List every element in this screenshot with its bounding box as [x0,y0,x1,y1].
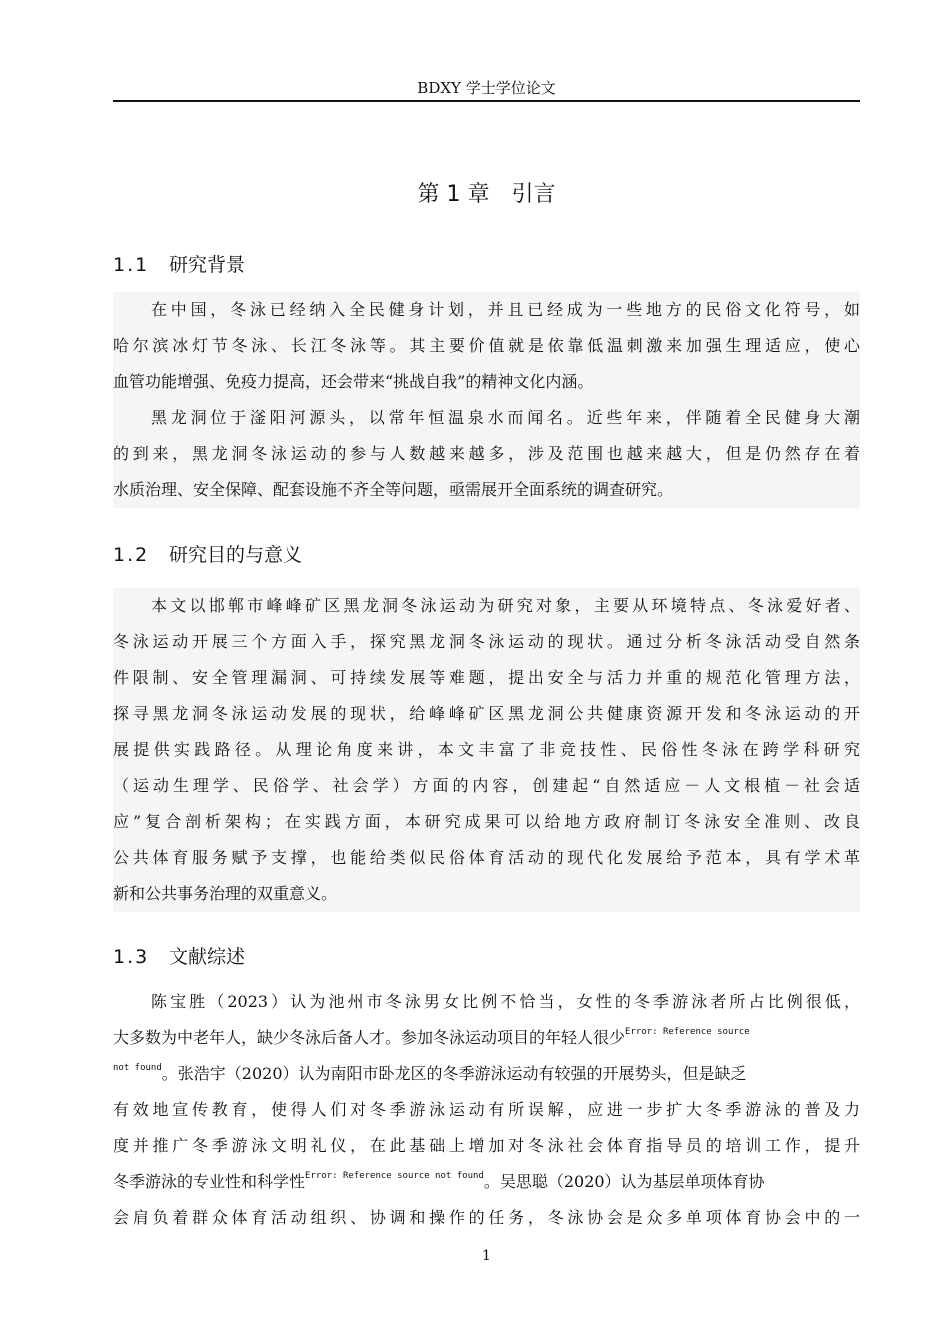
text-line: 冬泳运动开展三个方面入手，探究黑龙洞冬泳运动的现状。通过分析冬泳活动受自然条 [113,632,860,651]
section-body-1-2 [113,588,860,912]
text-line: （运动生理学、民俗学、社会学）方面的内容，创建起“自然适应－人文根植－社会适 [113,776,860,795]
text-line: 陈宝胜（2023）认为池州市冬泳男女比例不恰当，女性的冬季游泳者所占比例很低， [151,992,860,1011]
section-title-text: 文献综述 [169,946,246,968]
running-header: BDXY 学士学位论文 [417,79,556,97]
section-body-1-1 [113,292,860,508]
reference-error-note: Error: Reference source not found [305,1171,484,1181]
text-line: 公共体育服务赋予支撑，也能给类似民俗体育活动的现代化发展给予范本，具有学术革 [113,848,860,867]
text-line: 的到来，黑龙洞冬泳运动的参与人数越来越多，涉及范围也越来越大，但是仍然存在着 [113,444,860,463]
text-line: 有效地宣传教育，使得人们对冬季游泳运动有所误解，应进一步扩大冬季游泳的普及力 [113,1100,860,1119]
text-line: 在中国，冬泳已经纳入全民健身计划，并且已经成为一些地方的民俗文化符号，如 [151,300,860,319]
reference-error-note: Error: Reference source [625,1027,750,1037]
text-line: 度并推广冬季游泳文明礼仪，在此基础上增加对冬泳社会体育指导员的培训工作，提升 [113,1136,860,1155]
text-line [113,1020,860,1056]
text-line: 件限制、安全管理漏洞、可持续发展等难题，提出安全与活力并重的规范化管理方法， [113,668,860,687]
text-line: 新和公共事务治理的双重意义。 [113,884,338,903]
section-number: 1.2 [113,544,150,566]
text-segment: 。吴思聪（2020）认为基层单项体育协 [483,1172,765,1191]
chapter-title: 第 1 章 引言 [417,182,556,207]
text-line: 展提供实践路径。从理论角度来讲，本文丰富了非竞技性、民俗性冬泳在跨学科研究 [113,740,860,759]
text-segment: 冬季游泳的专业性和科学性 [113,1172,306,1191]
page-number: 1 [482,1248,491,1264]
text-segment: 。张浩宇（2020）认为南阳市卧龙区的冬季游泳运动有较强的开展势头，但是缺乏 [161,1064,747,1083]
text-line: 水质治理、安全保障、配套设施不齐全等问题，亟需展开全面系统的调查研究。 [113,480,674,499]
section-number: 1.1 [113,254,150,276]
section-heading-1-3 [113,944,245,970]
text-line [113,1056,860,1092]
text-line: 黑龙洞位于滏阳河源头，以常年恒温泉水而闻名。近些年来，伴随着全民健身大潮 [151,408,860,427]
text-line: 会肩负着群众体育活动组织、协调和操作的任务，冬泳协会是众多单项体育协会中的一 [113,1208,860,1227]
section-title-text: 研究目的与意义 [169,544,303,566]
section-number: 1.3 [113,946,150,968]
text-line: 血管功能增强、免疫力提高，还会带来“挑战自我”的精神文化内涵。 [113,372,594,391]
text-line: 应”复合剖析架构；在实践方面，本研究成果可以给地方政府制订冬泳安全准则、改良 [113,812,860,831]
header-rule [113,100,860,102]
text-line: 探寻黑龙洞冬泳运动发展的现状，给峰峰矿区黑龙洞公共健康资源开发和冬泳运动的开 [113,704,860,723]
section-heading-1-1 [113,252,245,278]
reference-error-note: not found [113,1063,162,1073]
section-heading-1-2 [113,542,302,568]
section-body-1-3 [113,984,860,1236]
text-line [113,1164,860,1200]
text-line: 本文以邯郸市峰峰矿区黑龙洞冬泳运动为研究对象，主要从环境特点、冬泳爱好者、 [151,596,860,615]
text-line: 哈尔滨冰灯节冬泳、长江冬泳等。其主要价值就是依靠低温刺激来加强生理适应，使心 [113,336,860,355]
text-segment: 大多数为中老年人，缺少冬泳后备人才。参加冬泳运动项目的年轻人很少 [113,1028,626,1047]
section-title-text: 研究背景 [169,254,246,276]
